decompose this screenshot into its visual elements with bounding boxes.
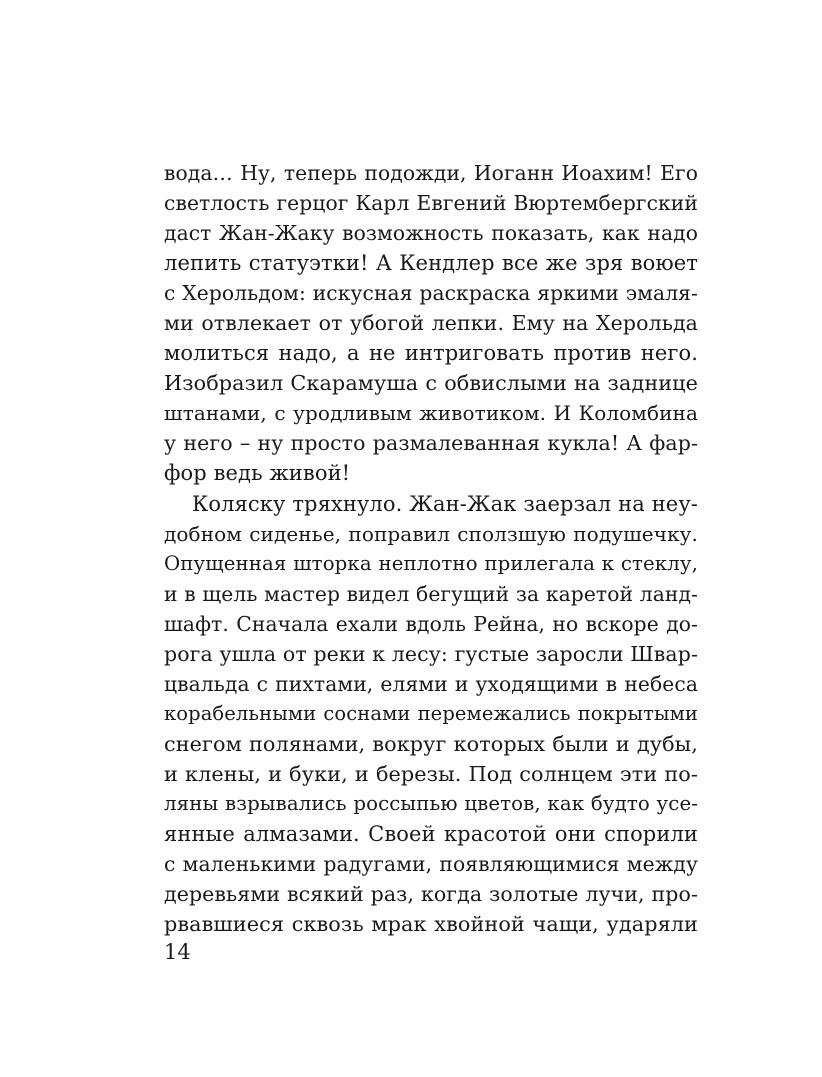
text-line: Изобразил Скарамуша с обвислыми на заднице xyxy=(164,371,698,396)
text-line: лепить статуэтки! А Кендлер все же зря воюет xyxy=(164,251,698,276)
text-line: светлость герцог Карл Евгений Вюртембергский xyxy=(164,191,698,216)
text-line: снегом полянами, вокруг которых были и дубы, xyxy=(164,731,698,756)
text-line: Опущенная шторка неплотно прилегала к стеклу, xyxy=(164,551,698,575)
text-line: штанами, с уродливым животиком. И Коломбина xyxy=(164,401,698,426)
text-line: Коляску тряхнуло. Жан-Жак заерзал на неу- xyxy=(192,491,698,516)
text-line: вода… Ну, теперь подожди, Иоганн Иоахим! Его xyxy=(164,161,698,185)
text-line: и клены, и буки, и березы. Под солнцем эти по- xyxy=(164,761,698,786)
text-line: шафт. Сначала ехали вдоль Рейна, но вскоре до- xyxy=(164,611,698,636)
text-line: ми отвлекает от убогой лепки. Ему на Херольда xyxy=(164,311,698,336)
text-line: добном сиденье, поправил сползшую подушечку. xyxy=(164,521,698,546)
text-line: у него – ну просто размалеванная кукла! А фар- xyxy=(164,431,698,456)
text-line: с Херольдом: искусная раскраска яркими эмаля- xyxy=(164,281,698,306)
text-line: даст Жан-Жаку возможность показать, как надо xyxy=(164,221,698,246)
text-line: рога ушла от реки к лесу: густые заросли Швар- xyxy=(164,641,698,666)
text-line: деревьями всякий раз, когда золотые лучи, про- xyxy=(164,882,698,907)
text-line: с маленькими радугами, появляющимися между xyxy=(164,852,698,877)
text-line: рвавшиеся сквозь мрак хвойной чащи, ударяли xyxy=(164,912,698,937)
text-line: фор ведь живой! xyxy=(164,461,351,486)
text-line: цвальда с пихтами, елями и уходящими в небеса xyxy=(164,671,698,696)
page-number: 14 xyxy=(164,940,191,964)
text-line: и в щель мастер видел бегущий за каретой ланд- xyxy=(164,581,698,606)
text-line: корабельными соснами перемежались покрытыми xyxy=(164,701,698,725)
text-line: янные алмазами. Своей красотой они спорили xyxy=(164,822,698,847)
text-line: молиться надо, а не интриговать против него. xyxy=(164,341,698,366)
body-text xyxy=(164,158,698,939)
text-line: ляны взрывались россыпью цветов, как будто усе- xyxy=(164,791,698,815)
